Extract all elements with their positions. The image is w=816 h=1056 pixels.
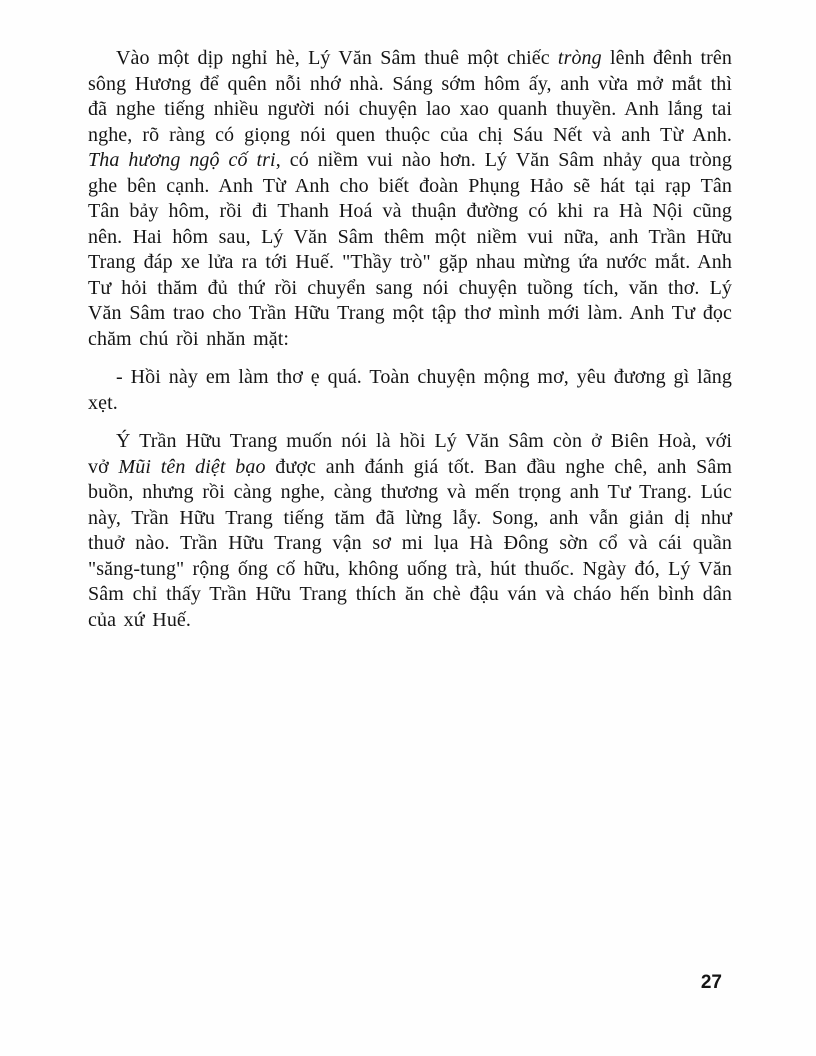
italic-phrase: Tha hương ngộ cố tri — [88, 149, 276, 171]
page-number: 27 — [700, 972, 722, 993]
text-segment: được anh đánh giá tốt. Ban đầu nghe chê, anh Sâm buồn, nhưng rồi càng nghe, càng thương và mến trọng anh Tư Trang. Lúc này, Trần Hữu Trang tiếng tăm đã lừng lẫy. Song, anh vẫn giản dị như thuở nào. Trần Hữu Trang vận sơ mi lụa Hà Đông sờn cổ và cái quần "săng-tung" rộng ống cố hữu, không uống trà, hút thuốc. Ngày đó, Lý Văn Sâm chỉ thấy Trần Hữu Trang thích ăn chè đậu ván và cháo hến bình dân của xứ Huế. — [88, 455, 732, 631]
text-segment: , có niềm vui nào hơn. Lý Văn Sâm nhảy qua tròng ghe bên cạnh. Anh Từ Anh cho biết đoàn Phụng Hảo sẽ hát tại rạp Tân Tân bảy hôm, rồi đi Thanh Hoá và thuận đường có khi ra Hà Nội cũng nên. Hai hôm sau, Lý Văn Sâm thêm một niềm vui nữa, anh Trần Hữu Trang đáp xe lửa ra tới Huế. "Thầy trò" gặp nhau mừng ứa nước mắt. Anh Tư hỏi thăm đủ thứ rồi chuyển sang nói chuyện tuồng tích, văn thơ. Lý Văn Sâm trao cho Trần Hữu Trang một tập thơ mình mới làm. Anh Tư đọc chăm chú rồi nhăn mặt: — [88, 149, 732, 350]
text-segment: Vào một dịp nghỉ hè, Lý Văn Sâm thuê một chiếc — [116, 47, 558, 69]
italic-phrase: tròng — [557, 47, 602, 69]
text-segment: lênh đênh trên sông Hương để quên nỗi nhớ nhà. Sáng sớm hôm ấy, anh vừa mở mắt thì đã nghe tiếng nhiều người nói chuyện lao xao quanh thuyền. Anh lắng tai nghe, rõ ràng có giọng nói quen thuộc của chị Sáu Nết và anh Từ Anh. — [88, 47, 733, 146]
page-text — [88, 46, 732, 646]
paragraph — [88, 46, 732, 352]
italic-phrase: Mũi tên diệt bạo — [118, 455, 266, 478]
text-segment: - Hồi này em làm thơ ẹ quá. Toàn chuyện mộng mơ, yêu đương gì lãng xẹt. — [88, 366, 732, 414]
paragraph — [88, 429, 732, 633]
paragraph — [88, 365, 732, 416]
text-segment: Ý Trần Hữu Trang muốn nói là hồi Lý Văn Sâm còn ở Biên Hoà, với vở — [88, 430, 732, 478]
